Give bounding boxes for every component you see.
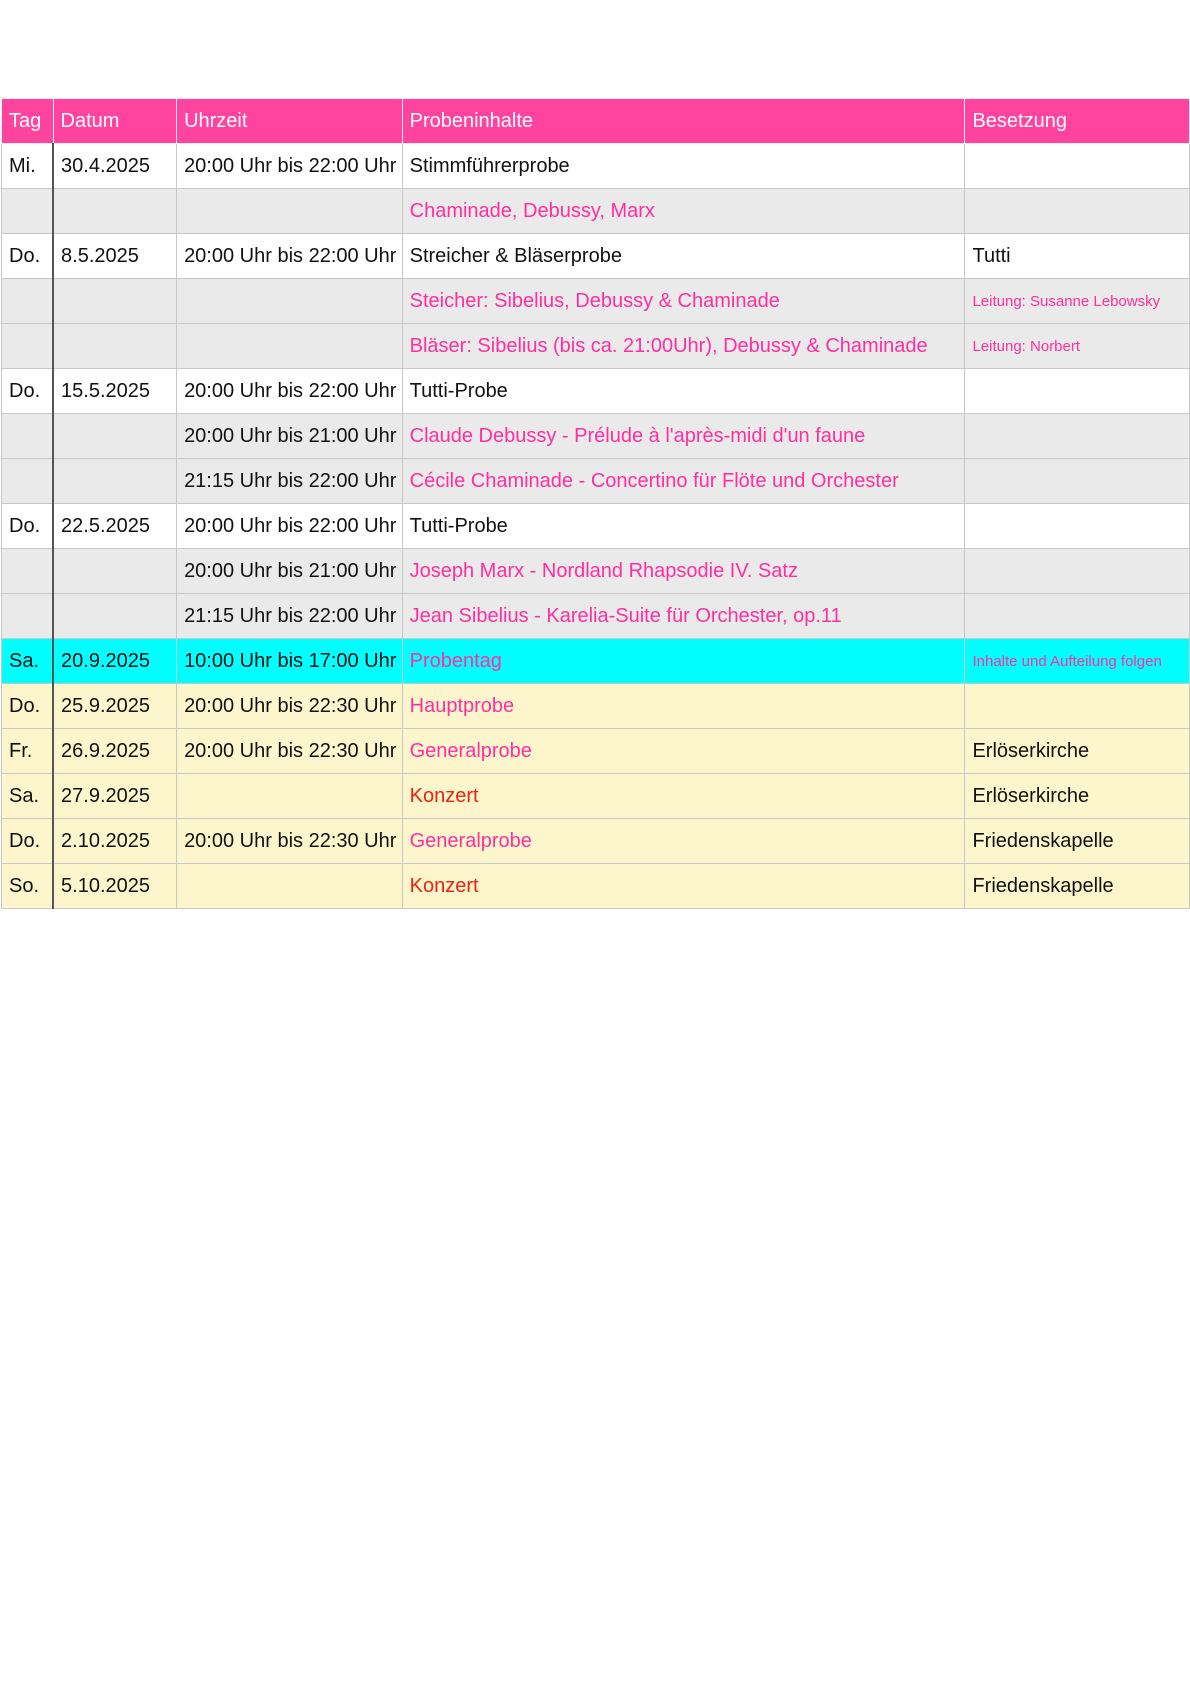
cell-tag: Do.: [2, 819, 54, 864]
cell-uhrzeit: 20:00 Uhr bis 21:00 Uhr: [177, 549, 403, 594]
cell-datum: 25.9.2025: [53, 684, 177, 729]
cell-tag: [2, 594, 54, 639]
rehearsal-schedule-table: [1, 98, 1190, 909]
cell-inhalte: Chaminade, Debussy, Marx: [402, 189, 965, 234]
cell-tag: [2, 414, 54, 459]
table-row: [2, 819, 1190, 864]
cell-datum: [53, 324, 177, 369]
cell-tag: Do.: [2, 504, 54, 549]
cell-tag: Sa.: [2, 774, 54, 819]
table-row: [2, 414, 1190, 459]
cell-inhalte: Konzert: [402, 864, 965, 909]
cell-inhalte: Steicher: Sibelius, Debussy & Chaminade: [402, 279, 965, 324]
cell-datum: 26.9.2025: [53, 729, 177, 774]
cell-besetzung: Leitung: Norbert: [965, 324, 1190, 369]
cell-tag: [2, 189, 54, 234]
cell-datum: 15.5.2025: [53, 369, 177, 414]
cell-besetzung: Tutti: [965, 234, 1190, 279]
table-row: [2, 504, 1190, 549]
cell-datum: [53, 414, 177, 459]
cell-uhrzeit: 20:00 Uhr bis 22:00 Uhr: [177, 504, 403, 549]
cell-inhalte: Bläser: Sibelius (bis ca. 21:00Uhr), Debussy & Chaminade: [402, 324, 965, 369]
cell-datum: [53, 279, 177, 324]
table-row: [2, 459, 1190, 504]
cell-tag: [2, 324, 54, 369]
cell-besetzung: [965, 504, 1190, 549]
cell-inhalte: Joseph Marx - Nordland Rhapsodie IV. Satz: [402, 549, 965, 594]
cell-tag: [2, 549, 54, 594]
cell-besetzung: Inhalte und Aufteilung folgen: [965, 639, 1190, 684]
header-uhrzeit: Uhrzeit: [177, 99, 403, 144]
cell-besetzung: Erlöserkirche: [965, 774, 1190, 819]
table-row: [2, 324, 1190, 369]
cell-tag: Do.: [2, 234, 54, 279]
cell-besetzung: [965, 594, 1190, 639]
cell-uhrzeit: 20:00 Uhr bis 22:00 Uhr: [177, 369, 403, 414]
table-row: [2, 144, 1190, 189]
cell-uhrzeit: 20:00 Uhr bis 22:30 Uhr: [177, 819, 403, 864]
cell-tag: Mi.: [2, 144, 54, 189]
cell-uhrzeit: [177, 864, 403, 909]
cell-besetzung: Erlöserkirche: [965, 729, 1190, 774]
cell-datum: 5.10.2025: [53, 864, 177, 909]
cell-tag: [2, 279, 54, 324]
cell-datum: 20.9.2025: [53, 639, 177, 684]
cell-inhalte: Stimmführerprobe: [402, 144, 965, 189]
table-row: [2, 639, 1190, 684]
cell-besetzung: [965, 684, 1190, 729]
cell-besetzung: [965, 369, 1190, 414]
cell-inhalte: Claude Debussy - Prélude à l'après-midi d'un faune: [402, 414, 965, 459]
cell-inhalte: Generalprobe: [402, 729, 965, 774]
cell-inhalte: Cécile Chaminade - Concertino für Flöte und Orchester: [402, 459, 965, 504]
cell-tag: So.: [2, 864, 54, 909]
cell-inhalte: Tutti-Probe: [402, 504, 965, 549]
cell-datum: 22.5.2025: [53, 504, 177, 549]
cell-datum: 2.10.2025: [53, 819, 177, 864]
cell-besetzung: [965, 414, 1190, 459]
cell-datum: [53, 189, 177, 234]
cell-datum: 30.4.2025: [53, 144, 177, 189]
cell-uhrzeit: [177, 324, 403, 369]
cell-datum: [53, 549, 177, 594]
cell-datum: 8.5.2025: [53, 234, 177, 279]
cell-inhalte: Hauptprobe: [402, 684, 965, 729]
cell-uhrzeit: 21:15 Uhr bis 22:00 Uhr: [177, 459, 403, 504]
table-row: [2, 594, 1190, 639]
cell-uhrzeit: 20:00 Uhr bis 22:30 Uhr: [177, 729, 403, 774]
cell-tag: [2, 459, 54, 504]
cell-uhrzeit: 10:00 Uhr bis 17:00 Uhr: [177, 639, 403, 684]
cell-tag: Do.: [2, 684, 54, 729]
cell-besetzung: [965, 189, 1190, 234]
table-row: [2, 864, 1190, 909]
header-besetzung: Besetzung: [965, 99, 1190, 144]
cell-inhalte: Streicher & Bläserprobe: [402, 234, 965, 279]
cell-datum: [53, 594, 177, 639]
table-row: [2, 189, 1190, 234]
header-datum: Datum: [53, 99, 177, 144]
cell-uhrzeit: [177, 189, 403, 234]
table-row: [2, 729, 1190, 774]
cell-datum: 27.9.2025: [53, 774, 177, 819]
table-row: [2, 234, 1190, 279]
table-row: [2, 369, 1190, 414]
header-row: [2, 99, 1190, 144]
cell-besetzung: [965, 144, 1190, 189]
cell-besetzung: Friedenskapelle: [965, 819, 1190, 864]
cell-tag: Fr.: [2, 729, 54, 774]
cell-tag: Sa.: [2, 639, 54, 684]
table-row: [2, 684, 1190, 729]
header-probeninhalte: Probeninhalte: [402, 99, 965, 144]
cell-datum: [53, 459, 177, 504]
cell-uhrzeit: 20:00 Uhr bis 22:00 Uhr: [177, 234, 403, 279]
cell-uhrzeit: [177, 279, 403, 324]
cell-uhrzeit: 20:00 Uhr bis 22:30 Uhr: [177, 684, 403, 729]
cell-besetzung: [965, 549, 1190, 594]
cell-uhrzeit: [177, 774, 403, 819]
cell-tag: Do.: [2, 369, 54, 414]
cell-besetzung: [965, 459, 1190, 504]
cell-besetzung: Friedenskapelle: [965, 864, 1190, 909]
cell-uhrzeit: 21:15 Uhr bis 22:00 Uhr: [177, 594, 403, 639]
cell-inhalte: Probentag: [402, 639, 965, 684]
cell-inhalte: Konzert: [402, 774, 965, 819]
cell-inhalte: Generalprobe: [402, 819, 965, 864]
cell-inhalte: Jean Sibelius - Karelia-Suite für Orchester, op.11: [402, 594, 965, 639]
table-row: [2, 774, 1190, 819]
table-row: [2, 549, 1190, 594]
cell-inhalte: Tutti-Probe: [402, 369, 965, 414]
cell-besetzung: Leitung: Susanne Lebowsky: [965, 279, 1190, 324]
cell-uhrzeit: 20:00 Uhr bis 22:00 Uhr: [177, 144, 403, 189]
cell-uhrzeit: 20:00 Uhr bis 21:00 Uhr: [177, 414, 403, 459]
table-row: [2, 279, 1190, 324]
header-tag: Tag: [2, 99, 54, 144]
